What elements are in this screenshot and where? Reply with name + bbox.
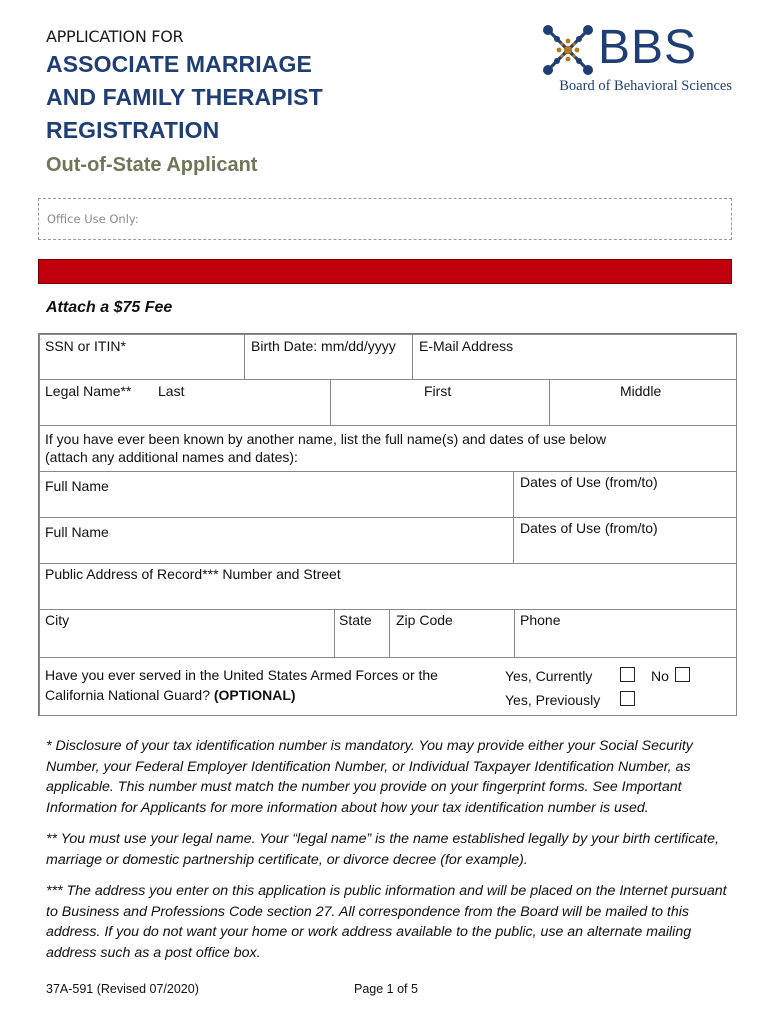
military-question-line-1: Have you ever served in the United States Armed Forces or the [45, 667, 438, 683]
title-line-3: REGISTRATION [46, 117, 220, 143]
bbs-logo-text: BBS [598, 21, 698, 74]
bbs-logo [540, 20, 740, 100]
city-field[interactable] [39, 609, 335, 658]
ssn-field[interactable] [39, 334, 245, 380]
address-field[interactable] [39, 563, 737, 610]
application-form-table [38, 333, 737, 716]
birth-date-field[interactable] [244, 334, 413, 380]
tax-id-disclosure-note: * Disclosure of your tax identification number is mandatory. You may provide either your Social Security Number, your Federal Employer Identification Number, or Individual Taxpayer Identification Number, as applicable. This number must match the number you provide on your fingerprint forms. See Important Information for Applicants for more information about how your tax identification number is used. [46, 738, 693, 816]
optional-label: (OPTIONAL) [213, 687, 296, 703]
zip-code-field[interactable] [389, 609, 515, 658]
dates-of-use-label: Dates of Use (from/to) [520, 520, 658, 536]
phone-field[interactable] [514, 609, 737, 658]
legal-name-note: ** You must use your legal name. Your “legal name” is the name established legally by your birth certificate, marriage or domestic partnership certificate, or divorce decree (for example). [46, 831, 719, 868]
last-name-label: Last [158, 383, 185, 399]
page-subtitle: Out-of-State Applicant [46, 154, 258, 176]
middle-name-label: Middle [620, 383, 662, 399]
first-name-field[interactable] [330, 379, 550, 426]
public-address-note: *** The address you enter on this application is public information and will be placed on the Internet pursuant to Business and Professions Code section 27. All correspondence from the Board will be mailed to this address. If you do not want your home or work address available to the public, use an alternate mailing address such as a post office box. [46, 883, 727, 961]
section-divider-bar [38, 259, 732, 284]
full-name-label: Full Name [45, 524, 109, 540]
dates-of-use-label: Dates of Use (from/to) [520, 474, 658, 490]
first-name-label: First [424, 383, 452, 399]
address-label: Public Address of Record*** Number and Street [45, 566, 341, 582]
state-field[interactable] [334, 609, 390, 658]
yes-currently-checkbox[interactable] [620, 667, 635, 682]
yes-currently-label: Yes, Currently [505, 668, 593, 684]
legal-name-label: Legal Name** [45, 383, 132, 399]
yes-previously-label: Yes, Previously [505, 692, 601, 708]
dates-of-use-field-1[interactable] [513, 471, 737, 518]
yes-previously-checkbox[interactable] [620, 691, 635, 706]
bbs-logo-subtext: Board of Behavioral Sciences [559, 78, 732, 94]
full-name-field-1[interactable] [39, 471, 514, 518]
no-label: No [651, 668, 669, 684]
ssn-label: SSN or ITIN* [45, 338, 126, 354]
full-name-label: Full Name [45, 478, 109, 494]
bbs-logo-mark-icon [540, 22, 596, 78]
email-label: E-Mail Address [419, 338, 514, 354]
middle-name-field[interactable] [549, 379, 737, 426]
zip-code-label: Zip Code [396, 612, 453, 628]
title-line-2: AND FAMILY THERAPIST [46, 84, 323, 110]
other-names-line-2: (attach any additional names and dates): [45, 449, 298, 465]
office-use-label: Office Use Only: [47, 212, 139, 226]
last-name-field[interactable] [39, 379, 331, 426]
no-checkbox[interactable] [675, 667, 690, 682]
page-number: Page 1 of 5 [354, 982, 418, 996]
form-revision-id: 37A-591 (Revised 07/2020) [46, 982, 199, 996]
military-question-text: California National Guard? [45, 687, 214, 703]
full-name-field-2[interactable] [39, 517, 514, 564]
military-question-line-2 [45, 687, 296, 703]
application-for-label: APPLICATION FOR [46, 27, 184, 46]
title-line-1: ASSOCIATE MARRIAGE [46, 51, 312, 77]
city-label: City [45, 612, 70, 628]
other-names-instructions [39, 425, 737, 472]
other-names-line-1: If you have ever been known by another name, list the full name(s) and dates of use below [45, 431, 607, 447]
military-service-row [39, 657, 737, 716]
office-use-box [38, 198, 732, 240]
dates-of-use-field-2[interactable] [513, 517, 737, 564]
email-field[interactable] [412, 334, 737, 380]
phone-label: Phone [520, 612, 561, 628]
birth-date-label: Birth Date: mm/dd/yyyy [251, 338, 396, 354]
state-label: State [339, 612, 372, 628]
fee-notice: Attach a $75 Fee [46, 299, 173, 316]
